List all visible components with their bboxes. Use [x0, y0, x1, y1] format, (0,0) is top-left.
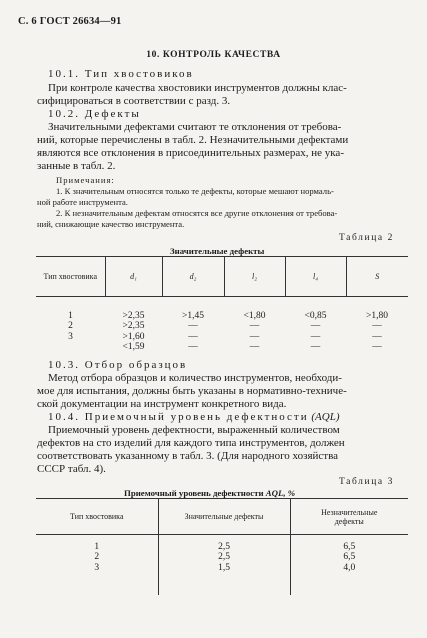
paragraph-line: Приемочный уровень дефектности, выраженный количеством	[48, 424, 340, 436]
table-cell: 3	[36, 563, 158, 574]
table-row	[36, 563, 408, 574]
table-cell: 1	[68, 310, 73, 321]
table-3-caption: Приемочный уровень дефектности AQL, %	[124, 488, 296, 498]
section-title: 10. КОНТРОЛЬ КАЧЕСТВА	[146, 50, 281, 60]
table-cell: —	[310, 321, 321, 331]
table-cell: —	[249, 331, 260, 342]
table-header-row	[36, 257, 408, 297]
note-line: 1. К значительным относятся только те дефекты, которые мешают нормаль-	[56, 186, 334, 196]
table-cell: >2,35	[122, 321, 145, 331]
table-cell: —	[188, 342, 198, 352]
paragraph-line: являются все отклонения в присоединительных размерах, не ука-	[37, 147, 344, 159]
notes-title: Примечания:	[56, 175, 115, 185]
table-row	[36, 311, 408, 322]
note-line: ний, снижающие качество инструмента.	[37, 219, 185, 229]
table-cell: —	[249, 342, 260, 352]
column-header: d₂	[162, 257, 224, 297]
column-header: Тип хвостовика	[36, 257, 105, 297]
table-cell	[36, 342, 105, 353]
table-cell: —	[188, 331, 198, 342]
table-cell: 2,5	[158, 542, 290, 553]
table-cell: 2	[68, 321, 73, 331]
table-cell: 4,0	[343, 562, 356, 573]
table-cell: —	[188, 321, 198, 331]
table-3	[36, 498, 408, 595]
note-line: ной работе инструмента.	[37, 197, 128, 207]
column-header: Незначительные дефекты	[290, 499, 408, 535]
column-header: d₁	[105, 257, 162, 297]
table-cell: —	[372, 342, 382, 352]
table-row	[36, 332, 408, 343]
table-cell: —	[310, 331, 321, 342]
page-header: С. 6 ГОСТ 26634—91	[18, 16, 122, 27]
table-cell: 2	[36, 552, 158, 563]
heading-10-3: 10.3. Отбор образцов	[48, 359, 188, 371]
table-cell: —	[249, 321, 260, 331]
note-line: 2. К незначительным дефектам относятся все другие отклонения от требова-	[56, 208, 338, 218]
paragraph-line: мое для испытания, должны быть указаны в нормативно-техниче-	[37, 385, 347, 397]
table-header-row	[36, 499, 408, 535]
paragraph-line: СССР табл. 4).	[37, 463, 106, 475]
table-cell: >1,45	[182, 310, 204, 321]
table-cell: <0,85	[304, 310, 327, 321]
heading-10-1: 10.1. Тип хвостовиков	[48, 68, 194, 80]
table-row	[36, 342, 408, 353]
paragraph-line: Значительными дефектами считают те отклонения от требова-	[48, 121, 342, 133]
heading-10-2: 10.2. Дефекты	[48, 108, 141, 120]
table-row	[36, 321, 408, 332]
paragraph-line: Метод отбора образцов и количество инструментов, необходи-	[48, 372, 342, 384]
table-cell: 6,5	[343, 541, 356, 552]
column-header: l₂	[224, 257, 285, 297]
table-cell: >1,80	[366, 310, 388, 321]
paragraph-line: сифицироваться в соответствии с разд. 3.	[37, 95, 231, 107]
table-2	[36, 256, 408, 353]
table-cell: 1	[36, 542, 158, 553]
paragraph-line: ской документации на инструмент конкретного вида.	[37, 398, 287, 410]
table-cell: >1,60	[122, 331, 145, 342]
table-row	[36, 552, 408, 563]
table-cell: 3	[68, 331, 73, 342]
paragraph-line: дефектов на сто изделий для каждого типа инструментов, должен	[37, 437, 345, 449]
table-cell: <1,59	[122, 342, 145, 352]
table-cell: 2,5	[158, 552, 290, 563]
table-cell: —	[372, 331, 382, 342]
table-2-number: Таблица 2	[339, 233, 395, 243]
paragraph-line: При контроле качества хвостовики инструментов должны клас-	[48, 82, 347, 94]
heading-10-4: 10.4. Приемочный уровень дефектности (AQL)	[48, 411, 340, 423]
paragraph-line: соответствовать указанному в табл. 3. (Для народного хозяйства	[37, 450, 339, 462]
table-2-caption: Значительные дефекты	[170, 246, 265, 256]
table-cell: —	[310, 342, 321, 352]
table-cell: 1,5	[158, 563, 290, 574]
table-cell: —	[372, 321, 382, 331]
column-header: l₄	[285, 257, 346, 297]
column-header: Тип хвостовика	[36, 499, 158, 535]
column-header: Значительные дефекты	[158, 499, 290, 535]
table-cell: 6,5	[343, 552, 356, 562]
paragraph-line: занные в табл. 2.	[37, 160, 116, 172]
table-cell: >2,35	[122, 310, 145, 321]
table-cell: <1,80	[243, 310, 266, 321]
column-header: S	[346, 257, 408, 297]
table-3-number: Таблица 3	[339, 477, 395, 487]
paragraph-line: ний, которые перечислены в табл. 2. Незначительными дефектами	[37, 134, 349, 146]
table-row	[36, 542, 408, 553]
